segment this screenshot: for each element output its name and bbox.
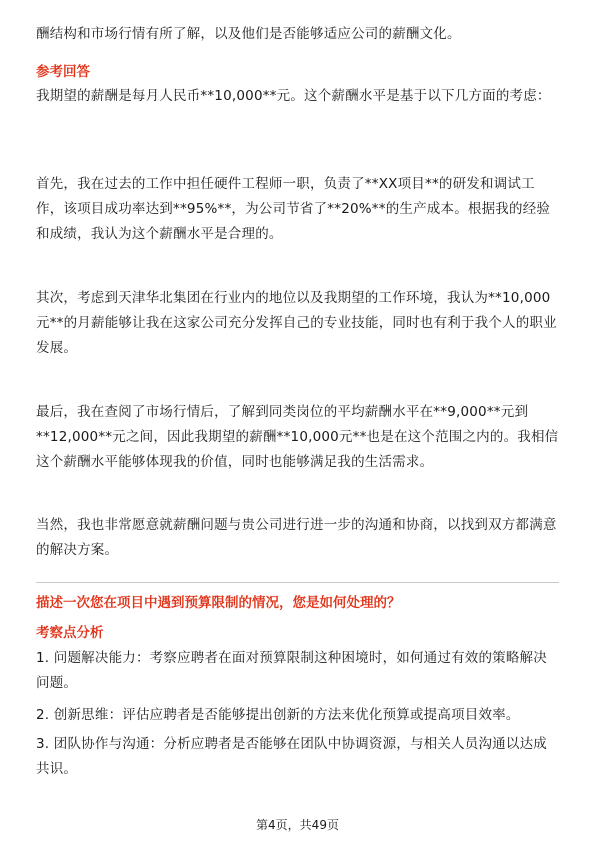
answer-paragraph: 首先，我在过去的工作中担任硬件工程师一职，负责了**XX项目**的研发和调试工作，该项目成功率达到**95%**，为公司节省了**20%**的生产成本。根据我的经验和成绩，我认为这个薪酬水平是合理的。 bbox=[36, 176, 551, 242]
answer-paragraph: 当然，我也非常愿意就薪酬问题与贵公司进行进一步的沟通和协商，以找到双方都满意的解决方案。 bbox=[36, 517, 557, 558]
analysis-item: 1. 问题解决能力：考察应聘者在面对预算限制这种困境时，如何通过有效的策略解决问题。 bbox=[36, 650, 547, 691]
answer-paragraph: 我期望的薪酬是每月人民币**10,000**元。这个薪酬水平是基于以下几方面的考虑： bbox=[36, 88, 551, 104]
analysis-item: 2. 创新思维：评估应聘者是否能够提出创新的方法来优化预算或提高项目效率。 bbox=[36, 707, 520, 723]
question-heading: 描述一次您在项目中遇到预算限制的情况，您是如何处理的？ bbox=[36, 595, 401, 611]
reference-answer-heading: 参考回答 bbox=[36, 64, 90, 80]
intro-line: 酬结构和市场行情有所了解，以及他们是否能够适应公司的薪酬文化。 bbox=[36, 26, 461, 42]
answer-paragraph: 最后，我在查阅了市场行情后，了解到同类岗位的平均薪酬水平在**9,000**元到**12,000**元之间，因此我期望的薪酬**10,000元**也是在这个范围之内的。我相信这个薪酬水平能够体现我的价值，同时也能够满足我的生活需求。 bbox=[36, 404, 559, 470]
answer-paragraph: 其次，考虑到天津华北集团在行业内的地位以及我期望的工作环境，我认为**10,000元**的月薪能够让我在这家公司充分发挥自己的专业技能，同时也有利于我个人的职业发展。 bbox=[36, 290, 557, 356]
analysis-heading: 考察点分析 bbox=[36, 625, 104, 641]
analysis-item: 3. 团队协作与沟通：分析应聘者是否能够在团队中协调资源，与相关人员沟通以达成共识。 bbox=[36, 736, 547, 777]
section-divider bbox=[36, 582, 559, 583]
page-footer: 第4页，共49页 bbox=[256, 818, 339, 832]
